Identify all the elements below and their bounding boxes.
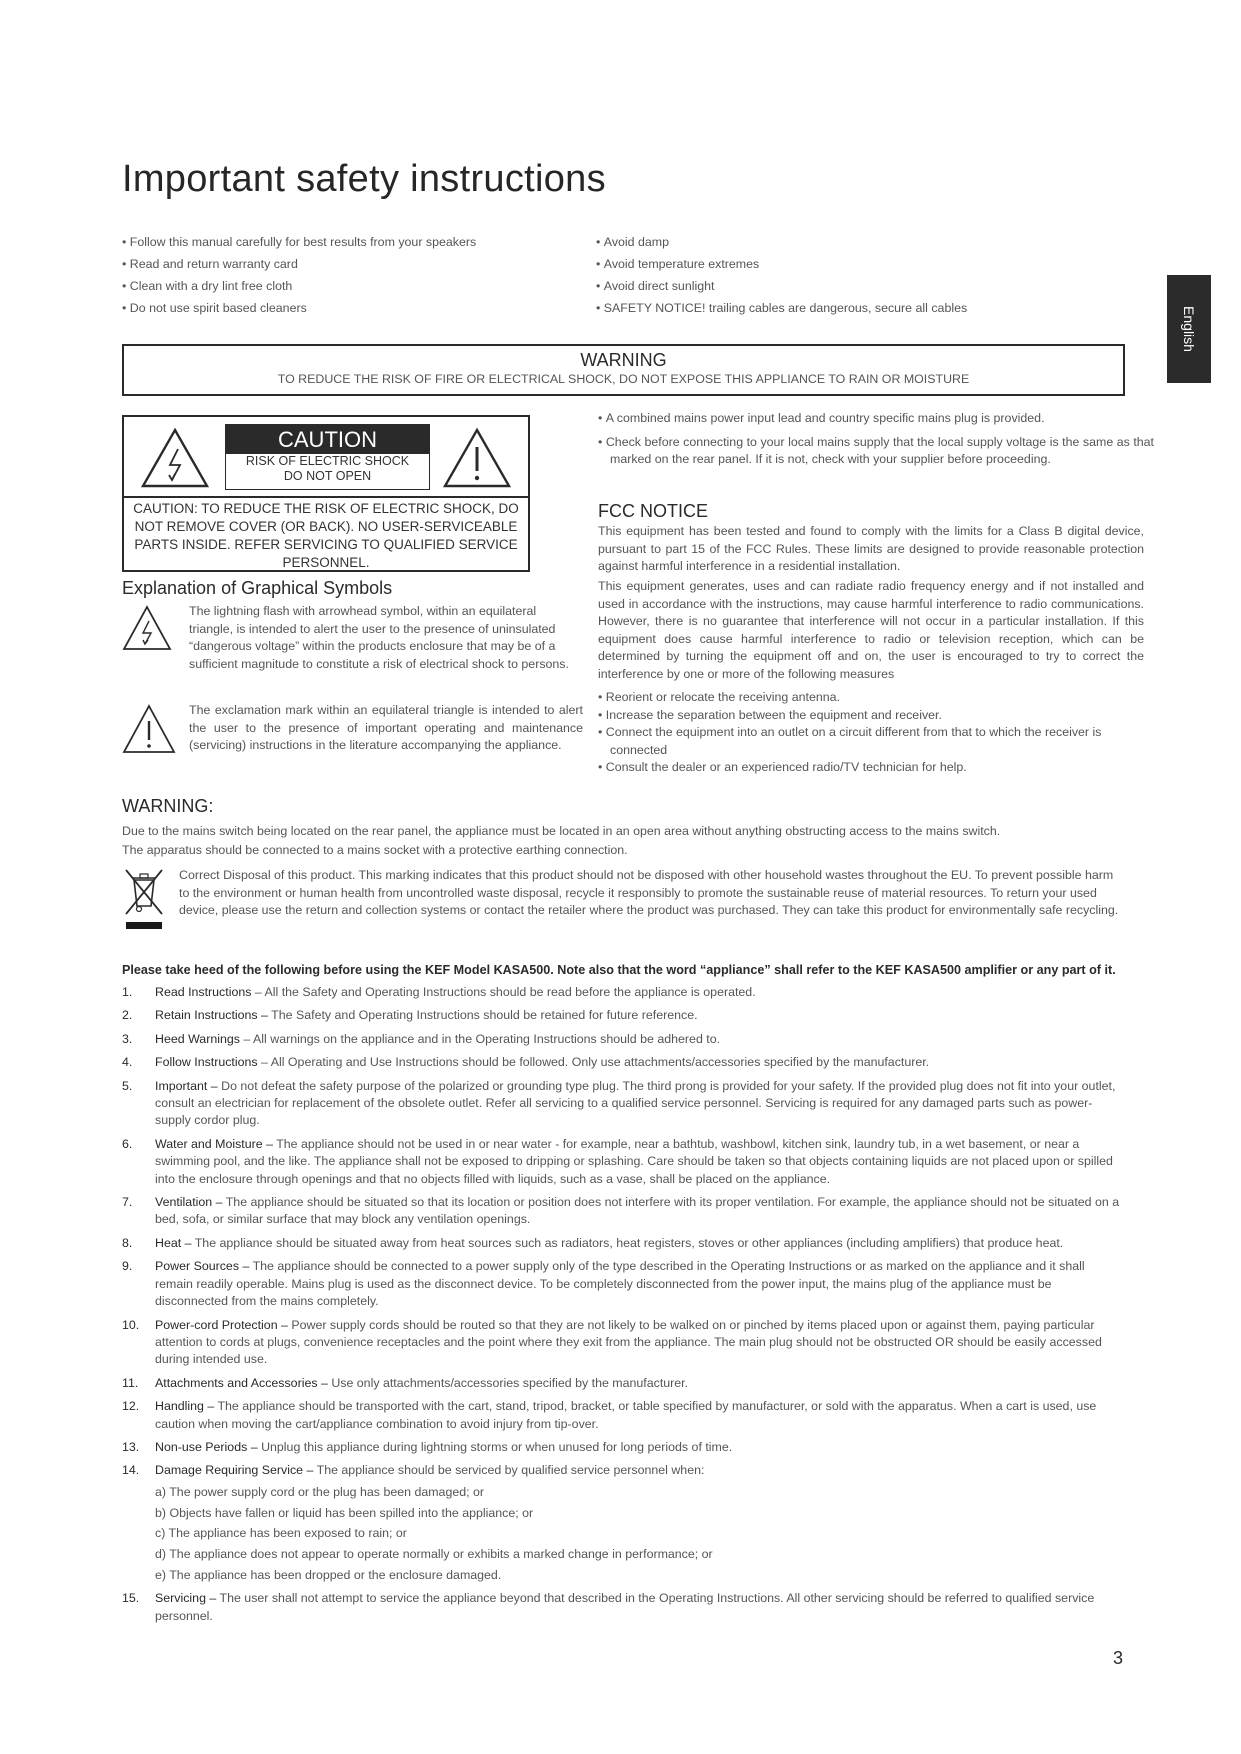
instruction-item [122,1317,1122,1369]
instruction-text: Unplug this appliance during lightning storms or when unused for long periods of time. [257,1439,733,1454]
lightning-warning-icon [140,427,210,489]
instruction-title: Non-use Periods – [155,1439,258,1454]
instruction-text: The user shall not attempt to service the appliance beyond that described in the Operating Instructions. All other servicing should be referred to qualified service personnel. [155,1591,1095,1623]
instruction-number: 10. [122,1317,140,1332]
list-item: • Avoid direct sunlight [596,275,1116,297]
instruction-number: 9. [122,1259,133,1274]
warning-box [122,344,1125,396]
instruction-item [122,984,1122,1001]
instruction-text: – All the Safety and Operating Instructions should be read before the appliance is operated. [251,985,756,999]
instruction-title: Water and Moisture – [155,1136,273,1151]
warning-title: WARNING [580,350,667,370]
list-item: • Do not use spirit based cleaners [122,297,592,319]
instruction-item [122,1375,1122,1392]
language-tab-label: English [1181,306,1197,352]
list-item: • Increase the separation between the equipment and receiver. [598,707,1144,725]
list-item: • SAFETY NOTICE! trailing cables are dangerous, secure all cables [596,297,1116,319]
instruction-title: Heed Warnings [155,1031,240,1046]
caution-subtitle-1: RISK OF ELECTRIC SHOCK [245,454,410,468]
list-item: • Reorient or relocate the receiving antenna. [598,689,1144,707]
page-title: Important safety instructions [122,158,606,200]
lightning-explanation: The lightning flash with arrowhead symbol, within an equilateral triangle, is intended to alert the user to the presence of uninsulated “dangerous voltage” within the products enclosure that may be of a sufficient magnitude to constitute a risk of electrical shock to persons. [189,604,569,671]
instruction-item [122,1078,1122,1130]
instruction-title: Retain Instructions – [155,1008,268,1023]
instruction-number: 4. [122,1055,133,1070]
fcc-measures [598,689,1144,777]
instruction-text: The appliance should be transported with the cart, stand, tripod, bracket, or table specified by manufacturer, or sold with the apparatus. When a cart is used, use caution when moving the cart/appliance combination to avoid injury from tip-over. [155,1399,1097,1431]
heed-intro: Please take heed of the following before using the KEF Model KASA500. Note also that the word “appliance” shall refer to the KEF KASA500 amplifier or any part of it. [122,963,1116,977]
instruction-number: 7. [122,1195,133,1210]
instruction-text: The appliance should be serviced by qualified service personnel when: [313,1463,705,1478]
instruction-number: 6. [122,1136,133,1151]
instructions-list [122,984,1122,1631]
instruction-title: Power-cord Protection – [155,1317,288,1332]
list-item: • Read and return warranty card [122,253,592,275]
instruction-item [122,1136,1122,1188]
list-item: • Consult the dealer or an experienced radio/TV technician for help. [598,759,1144,777]
instruction-title: Damage Requiring Service – [155,1463,314,1478]
fcc-paragraph-2: This equipment generates, uses and can radiate radio frequency energy and if not installed and used in accordance with the instructions, may cause harmful interference to radio communications. However, there is no guarantee that interference will not occur in a particular installation. If this equipment does cause harmful interference to radio or television reception, which can be determined by turning the equipment off and on, the user is encouraged to try to correct the interference by one or more of the following measures [598,579,1144,681]
caution-label-block [225,424,430,490]
instruction-text: Power supply cords should be routed so that they are not likely to be walked on or pinched by items placed upon or against them, paying particular attention to cords at plugs, convenience receptacles and the point where they exit from the appliance. The main plug should not be obstructed OR should be easily accessed during intended use. [155,1317,1102,1367]
caution-subtitle-2: DO NOT OPEN [283,469,372,483]
instruction-item [122,1590,1122,1625]
list-item: • Check before connecting to your local mains supply that the local supply voltage is the same as that marked on the rear panel. If it is not, check with your supplier before proceeding. [598,434,1154,469]
mains-bullets [598,410,1154,469]
exclamation-symbol-icon [122,704,176,754]
damage-item: a) The power supply cord or the plug has been damaged; or [155,1484,485,1499]
instruction-number: 14. [122,1463,140,1478]
instruction-item [122,1194,1122,1229]
instruction-number: 11. [122,1375,139,1390]
instruction-text: Use only attachments/accessories specified by the manufacturer. [327,1375,689,1390]
warning-line-2: The apparatus should be connected to a mains socket with a protective earthing connection. [122,843,628,857]
page-number: 3 [1113,1648,1124,1668]
list-item: • Connect the equipment into an outlet on a circuit different from that to which the receiver is connected [598,724,1144,759]
instruction-text: – All warnings on the appliance and in the Operating Instructions should be adhered to. [239,1031,721,1046]
lightning-symbol-icon [122,605,172,651]
instruction-number: 15. [122,1591,140,1606]
damage-item: e) The appliance has been dropped or the enclosure damaged. [155,1567,502,1582]
instruction-title: Handling – [155,1399,215,1414]
care-bullets-right [596,231,1116,319]
caution-box [122,415,530,572]
warning-line-1: Due to the mains switch being located on the rear panel, the appliance must be located in an open area without anything obstructing access to the mains switch. [122,824,1001,838]
instruction-text: The appliance should be situated away from heat sources such as radiators, heat registers, stoves or other appliances (including amplifiers) that produce heat. [191,1235,1064,1250]
weee-bin-icon [124,866,164,932]
instruction-item [122,1462,1122,1584]
fcc-paragraph-1: This equipment has been tested and found to comply with the limits for a Class B digital device, pursuant to part 15 of the FCC Rules. These limits are designed to provide reasonable protection against harmful interference in a residential installation. [598,524,1144,574]
list-item: • Avoid temperature extremes [596,253,1116,275]
damage-item: c) The appliance has been exposed to rain; or [155,1526,407,1541]
instruction-number: 2. [122,1008,133,1023]
instruction-number: 12. [122,1399,140,1414]
caution-text: CAUTION: TO REDUCE THE RISK OF ELECTRIC SHOCK, DO NOT REMOVE COVER (OR BACK). NO USER-SERVICEABLE PARTS INSIDE. REFER SERVICING TO QUALIFIED SERVICE PERSONNEL. [133,501,519,570]
fcc-heading: FCC NOTICE [598,501,708,521]
instruction-text: Do not defeat the safety purpose of the polarized or grounding type plug. The third prong is provided for your safety. If the provided plug does not fit into your outlet, consult an electrician for replacement of the obsolete outlet. Refer all servicing to a qualified service personnel. Servicing is required for any damaged parts such as power-supply cordor plug. [155,1078,1116,1128]
instruction-number: 5. [122,1078,133,1093]
instruction-title: Read Instructions [155,985,252,999]
damage-item: b) Objects have fallen or liquid has been spilled into the appliance; or [155,1505,534,1520]
disposal-text: Correct Disposal of this product. This marking indicates that this product should not be disposed with other household wastes throughout the EU. To prevent possible harm to the environment or human health from uncontrolled waste disposal, recycle it responsibly to promote the sustainable reuse of material resources. To return your used device, please use the return and collection systems or contact the retailer where the product was purchased. They can take this product for environmentally safe recycling. [179,868,1119,917]
instruction-text: The appliance should be situated so that its location or position does not interfere with its proper ventilation. For example, the appliance should not be situated on a bed, sofa, or similar surface that may block any ventilation openings. [155,1195,1120,1227]
instruction-item [122,1439,1122,1456]
instruction-number: 1. [122,985,133,999]
symbols-heading: Explanation of Graphical Symbols [122,578,393,598]
instruction-title: Important – [155,1078,218,1093]
instruction-item [122,1235,1122,1252]
caution-label: CAUTION [226,425,429,454]
instruction-text: The appliance should not be used in or near water - for example, near a bathtub, washbowl, kitchen sink, laundry tub, in a wet basement, or near a swimming pool, and the like. The appliance shall not be exposed to dripping or splashing. Care should be taken so that objects containing liquids are not placed upon or spilled into the enclosure through openings and that no objects filled with liquids, such as a vase, shall be placed on the appliance. [155,1136,1113,1186]
warning-text: TO REDUCE THE RISK OF FIRE OR ELECTRICAL SHOCK, DO NOT EXPOSE THIS APPLIANCE TO RAIN OR MOISTURE [277,372,970,386]
instruction-number: 13. [122,1439,140,1454]
list-item: • A combined mains power input lead and country specific mains plug is provided. [598,410,1154,428]
instruction-title: Follow Instructions [155,1055,258,1070]
instruction-item [122,1398,1122,1433]
instruction-title: Servicing – [155,1591,217,1606]
list-item: • Avoid damp [596,231,1116,253]
exclamation-explanation: The exclamation mark within an equilateral triangle is intended to alert the user to the presence of important operating and maintenance (servicing) instructions in the literature accompanying the appliance. [189,703,583,752]
instruction-number: 3. [122,1031,133,1046]
instruction-title: Attachments and Accessories – [155,1375,328,1390]
exclamation-warning-icon [442,427,512,489]
instruction-item [122,1258,1122,1310]
language-tab [1167,275,1211,383]
list-item: • Clean with a dry lint free cloth [122,275,592,297]
damage-item: d) The appliance does not appear to operate normally or exhibits a marked change in performance; or [155,1547,713,1562]
caution-header [124,417,528,498]
warning-heading: WARNING: [122,796,214,816]
list-item: • Follow this manual carefully for best results from your speakers [122,231,592,253]
instruction-item [122,1054,1122,1071]
care-bullets-left [122,231,592,319]
instruction-number: 8. [122,1235,133,1250]
instruction-text: The Safety and Operating Instructions should be retained for future reference. [267,1008,698,1023]
instruction-text: The appliance should be connected to a power supply only of the type described in the Operating Instructions or as marked on the appliance and it shall remain readily operable. Mains plug is used as the disconnect device. To be completely disconnected from the power input, the mains plug of the appliance must be disconnected from the mains completely. [155,1259,1085,1309]
instruction-title: Ventilation – [155,1195,223,1210]
instruction-item [122,1007,1122,1024]
instruction-title: Heat – [155,1235,192,1250]
instruction-text: – All Operating and Use Instructions should be followed. Only use attachments/accessories specified by the manufacturer. [257,1055,930,1070]
instruction-item [122,1031,1122,1048]
instruction-title: Power Sources – [155,1259,250,1274]
